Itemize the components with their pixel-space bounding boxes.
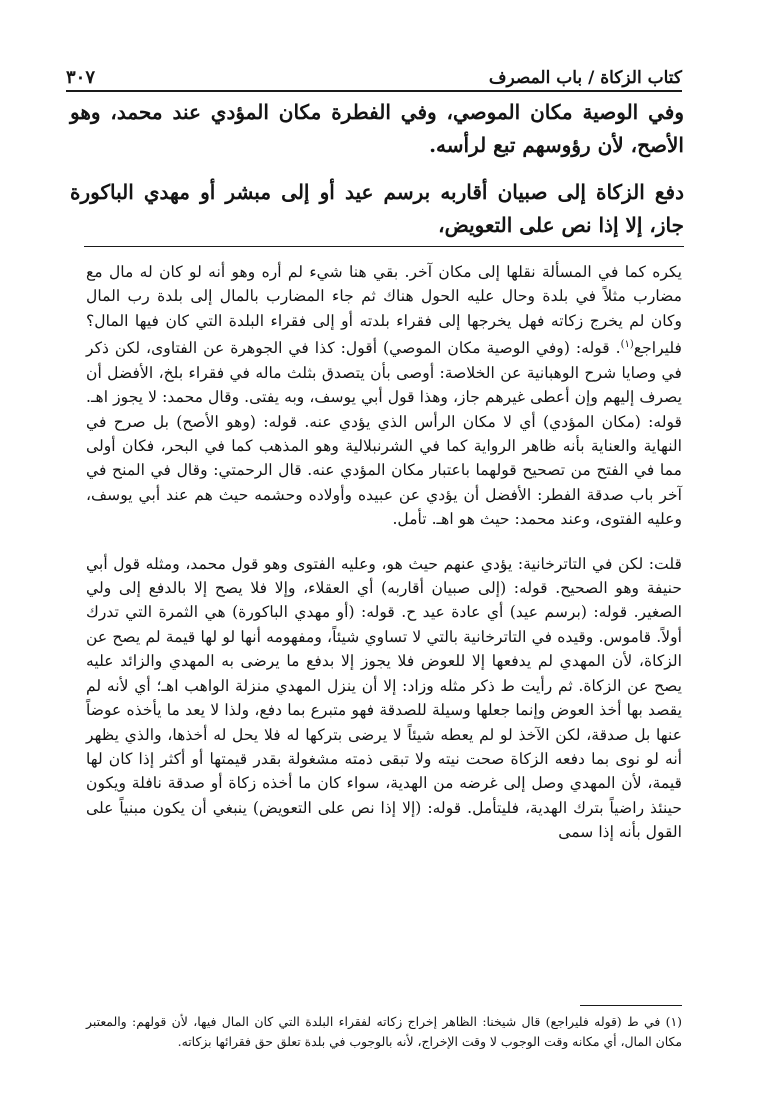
page-number: ٣٠٧ <box>66 67 96 88</box>
footnote-rule <box>580 1005 682 1006</box>
commentary-paragraph-1-part-a: يكره كما في المسألة نقلها إلى مكان آخر. بقي هنا شيء لم أره وهو أنه لو كان له مال مع مضارب مثلاً في بلدة وحال عليه الحول هناك ثم جاء المضارب بالمال إلى بلدة رب المال وكان لم يخرج زكاته فهل يخرجها إلى فقراء بلدته أو إلى فقراء البلدة التي كان فيها المال؟ فليراجع <box>86 263 682 358</box>
main-text-line-2: دفع الزكاة إلى صبيان أقاربه برسم عيد أو إلى مبشر أو مهدي الباكورة جاز، إلا إذا نص على التعويض، <box>70 180 684 237</box>
commentary-text <box>86 260 682 845</box>
commentary-paragraph-1 <box>86 260 682 532</box>
footnote-text: (١) في ط (قوله فليراجع) قال شيخنا: الظاهر إخراج زكاته لفقراء البلدة التي كان المال فيها، لأن قولهم: والمعتبر مكان المال، أي مكانه وقت الوجوب لا وقت الإخراج، لأنه بالوجوب في بلدة تعلق حق فقرائها بزكاته. <box>86 1014 682 1049</box>
footnote-reference[interactable]: (١) <box>620 339 634 351</box>
commentary-paragraph-1-part-b: . قوله: (وفي الوصية مكان الموصي) أقول: كذا في الجوهرة عن الفتاوى، لكن ذكر في وصايا شرح الوهبانية عن الخلاصة: أوصى بأن يتصدق بثلث ماله في فقراء بلخ، الأفضل أن يصرف إليهم وإن أعطى غيرهم جاز، وهذا قول أبي يوسف، وبه يفتى. وقال محمد: لا يجوز اهـ. قوله: (مكان المؤدي) أي لا مكان الرأس الذي يؤدي عنه. قوله: (وهو الأصح) بل صرح في النهاية والعناية بأنه ظاهر الرواية كما في الشرنبلالية وهو المذهب كما في البحر، فكان أولى مما في الفتح من تصحيح قولهما باعتبار مكان المؤدي عنه. قال الرحمتي: وقال في المنح في آخر باب صدقة الفطر: الأفضل أن يؤدي عن عبيده وأولاده وحشمه حيث هم عند أبي يوسف، وعليه الفتوى، وعند محمد: حيث هو اهـ. تأمل. <box>86 339 683 529</box>
section-divider <box>84 246 684 247</box>
main-text-line-1: وفي الوصية مكان الموصي، وفي الفطرة مكان المؤدي عند محمد، وهو الأصح، لأن رؤوسهم تبع لرأسه. <box>70 100 684 157</box>
footnote <box>86 1012 682 1052</box>
commentary-paragraph-2: قلت: لكن في التاترخانية: يؤدي عنهم حيث هو، وعليه الفتوى وهو قول محمد، ومثله قول أبي حنيفة وهو الصحيح. قوله: (إلى صبيان أقاربه) أي العقلاء، وإلا فلا يصح إلا بالدفع إلى ولي الصغير. قوله: (برسم عيد) أي عادة عيد ح. قوله: (أو مهدي الباكورة) هي الثمرة التي تدرك أولاً. قاموس. وقيده في التاترخانية بالتي لا تساوي شيئاً، ومفهومه أنها لو لها قيمة لم يصح عن الزكاة، لأن المهدي لم يدفعها إلا للعوض فلا يجوز إلا بدفع ما يرضى به المهدي والزائد عليه يصح عن الزكاة. ثم رأيت ط ذكر مثله وزاد: إلا أن ينزل المهدي منزلة الواهب اهـ؛ أي لأنه لم يقصد بها أخذ العوض وإنما جعلها وسيلة للصدقة فهو متبرع بما دفع، ولذا لا يعد ما يأخذه عوضاً عنها بل صدقة، لكن الآخذ لو لم يعطه شيئاً لا يرضى بتركها له فلا يحل له أخذها، والذي يظهر أنه لو نوى بما دفعه الزكاة صحت نيته ولا تبقى ذمته مشغولة بقدر قيمتها أو أكثر إذا كان لها قيمة، لأن المهدي وصل إلى غرضه من الهدية، سواء كان ما أخذه زكاة أو صدقة نافلة ويكون حينئذ راضياً بترك الهدية، فليتأمل. قوله: (إلا إذا نص على التعويض) ينبغي أن يكون مبنياً على القول بأنه إذا سمى <box>86 554 682 842</box>
main-text <box>70 96 684 242</box>
chapter-title: كتاب الزكاة / باب المصرف <box>488 68 682 88</box>
running-header <box>66 58 682 92</box>
